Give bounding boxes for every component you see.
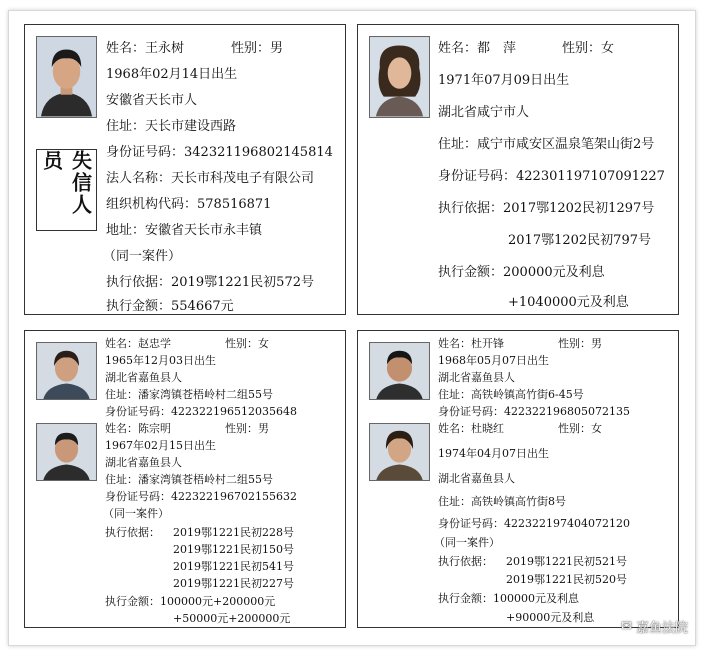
- origin: 湖北省嘉鱼县人: [105, 456, 182, 469]
- execution-amount-2: +1040000元及利息: [508, 295, 629, 310]
- watermark: ✉ 嘉鱼法院: [621, 619, 688, 636]
- org-address: 地址：安徽省天长市永丰镇: [106, 223, 263, 238]
- gender: 性别：女: [225, 337, 269, 350]
- birth-date: 1968年05月07日出生: [438, 354, 549, 367]
- portrait-woman-icon: [370, 37, 429, 117]
- gender: 性别：男: [225, 422, 269, 435]
- execution-amount: 执行金额：200000元及利息: [438, 265, 605, 280]
- address: 住址：高铁岭镇高竹街8号: [438, 495, 566, 508]
- same-case-note: （同一案件）: [103, 507, 169, 520]
- card-zhao-chen: [24, 330, 346, 628]
- portrait-photo: [369, 342, 430, 400]
- name: 姓名：赵忠学: [105, 337, 171, 350]
- id-number: 身份证号码：422301197107091227: [438, 169, 665, 184]
- org-code: 组织机构代码：578516871: [106, 197, 272, 212]
- execution-basis-label: 执行依据：: [438, 555, 493, 568]
- fish-icon: ✉: [621, 619, 632, 634]
- origin: 湖北省嘉鱼县人: [438, 371, 515, 384]
- portrait-photo: [369, 423, 430, 481]
- id-number: 身份证号码：342321196802145814: [106, 145, 333, 160]
- portrait-man-icon: [370, 343, 429, 399]
- portrait-photo: [36, 423, 97, 481]
- address: 住址：咸宁市咸安区温泉笔架山街2号: [438, 137, 655, 152]
- birth-date: 1967年02月15日出生: [105, 439, 216, 452]
- execution-basis: 2019鄂1221民初150号: [173, 543, 294, 556]
- address: 住址：高铁岭镇高竹街6-45号: [438, 388, 584, 401]
- portrait-woman-icon: [370, 424, 429, 480]
- dishonest-person-stamp: 失信人员: [36, 149, 97, 231]
- portrait-man-icon: [37, 37, 96, 117]
- id-number: 身份证号码：422322196512035648: [105, 405, 297, 418]
- portrait-woman-icon: [37, 343, 96, 399]
- execution-basis: 2019鄂1221民初228号: [173, 526, 294, 539]
- birth-date: 1965年12月03日出生: [105, 354, 216, 367]
- address: 住址：潘家湾镇苍梧岭村二组55号: [105, 388, 273, 401]
- execution-amount: 执行金额：554667元: [106, 299, 234, 314]
- card-du-ping: [357, 24, 679, 315]
- id-number: 身份证号码：422322196805072135: [438, 405, 630, 418]
- execution-amount-2: +50000元+200000元: [173, 612, 291, 625]
- same-case-note: （同一案件）: [434, 536, 500, 549]
- execution-basis-label: 执行依据：: [105, 526, 160, 539]
- legal-entity: 法人名称：天长市科茂电子有限公司: [106, 171, 315, 186]
- gender: 性别：女: [562, 41, 615, 56]
- origin: 湖北省咸宁市人: [438, 105, 530, 120]
- execution-basis-2: 2017鄂1202民初797号: [508, 233, 651, 248]
- portrait-photo: [36, 342, 97, 400]
- execution-basis: 执行依据：2019鄂1221民初572号: [106, 275, 314, 290]
- origin: 安徽省天长市人: [106, 93, 198, 108]
- card-wang-yongshu: [24, 24, 346, 315]
- portrait-photo: [369, 36, 430, 118]
- id-number: 身份证号码：422322196702155632: [105, 490, 297, 503]
- name: 姓名：陈宗明: [105, 422, 171, 435]
- execution-amount-2: +90000元及利息: [506, 611, 595, 624]
- same-case-note: （同一案件）: [103, 249, 182, 264]
- execution-basis: 2019鄂1221民初520号: [506, 573, 627, 586]
- execution-basis: 执行依据：2017鄂1202民初1297号: [438, 201, 655, 216]
- card-du-kaifeng-xiaohong: [357, 330, 679, 628]
- name: 姓名：杜开锋: [438, 337, 504, 350]
- birth-date: 1968年02月14日出生: [106, 67, 238, 82]
- origin: 湖北省嘉鱼县人: [438, 472, 515, 485]
- gender: 性别：男: [558, 337, 602, 350]
- execution-amount: 执行金额：100000元及利息: [438, 592, 579, 605]
- origin: 湖北省嘉鱼县人: [105, 371, 182, 384]
- portrait-man-icon: [37, 424, 96, 480]
- birth-date: 1974年04月07日出生: [438, 447, 549, 460]
- address: 住址：潘家湾镇苍梧岭村二组55号: [105, 473, 273, 486]
- name: 姓名：王永树: [106, 41, 185, 56]
- execution-basis: 2019鄂1221民初541号: [173, 560, 294, 573]
- birth-date: 1971年07月09日出生: [438, 73, 570, 88]
- name: 姓名：杜晓红: [438, 422, 504, 435]
- execution-amount: 执行金额：100000元+200000元: [105, 595, 276, 608]
- gender: 性别：女: [558, 422, 602, 435]
- execution-basis: 2019鄂1221民初227号: [173, 577, 294, 590]
- name: 姓名：都 萍: [438, 41, 517, 56]
- address: 住址：天长市建设西路: [106, 119, 237, 134]
- execution-basis: 2019鄂1221民初521号: [506, 555, 627, 568]
- gender: 性别：男: [231, 41, 284, 56]
- id-number: 身份证号码：422322197404072120: [438, 517, 630, 530]
- portrait-photo: [36, 36, 97, 118]
